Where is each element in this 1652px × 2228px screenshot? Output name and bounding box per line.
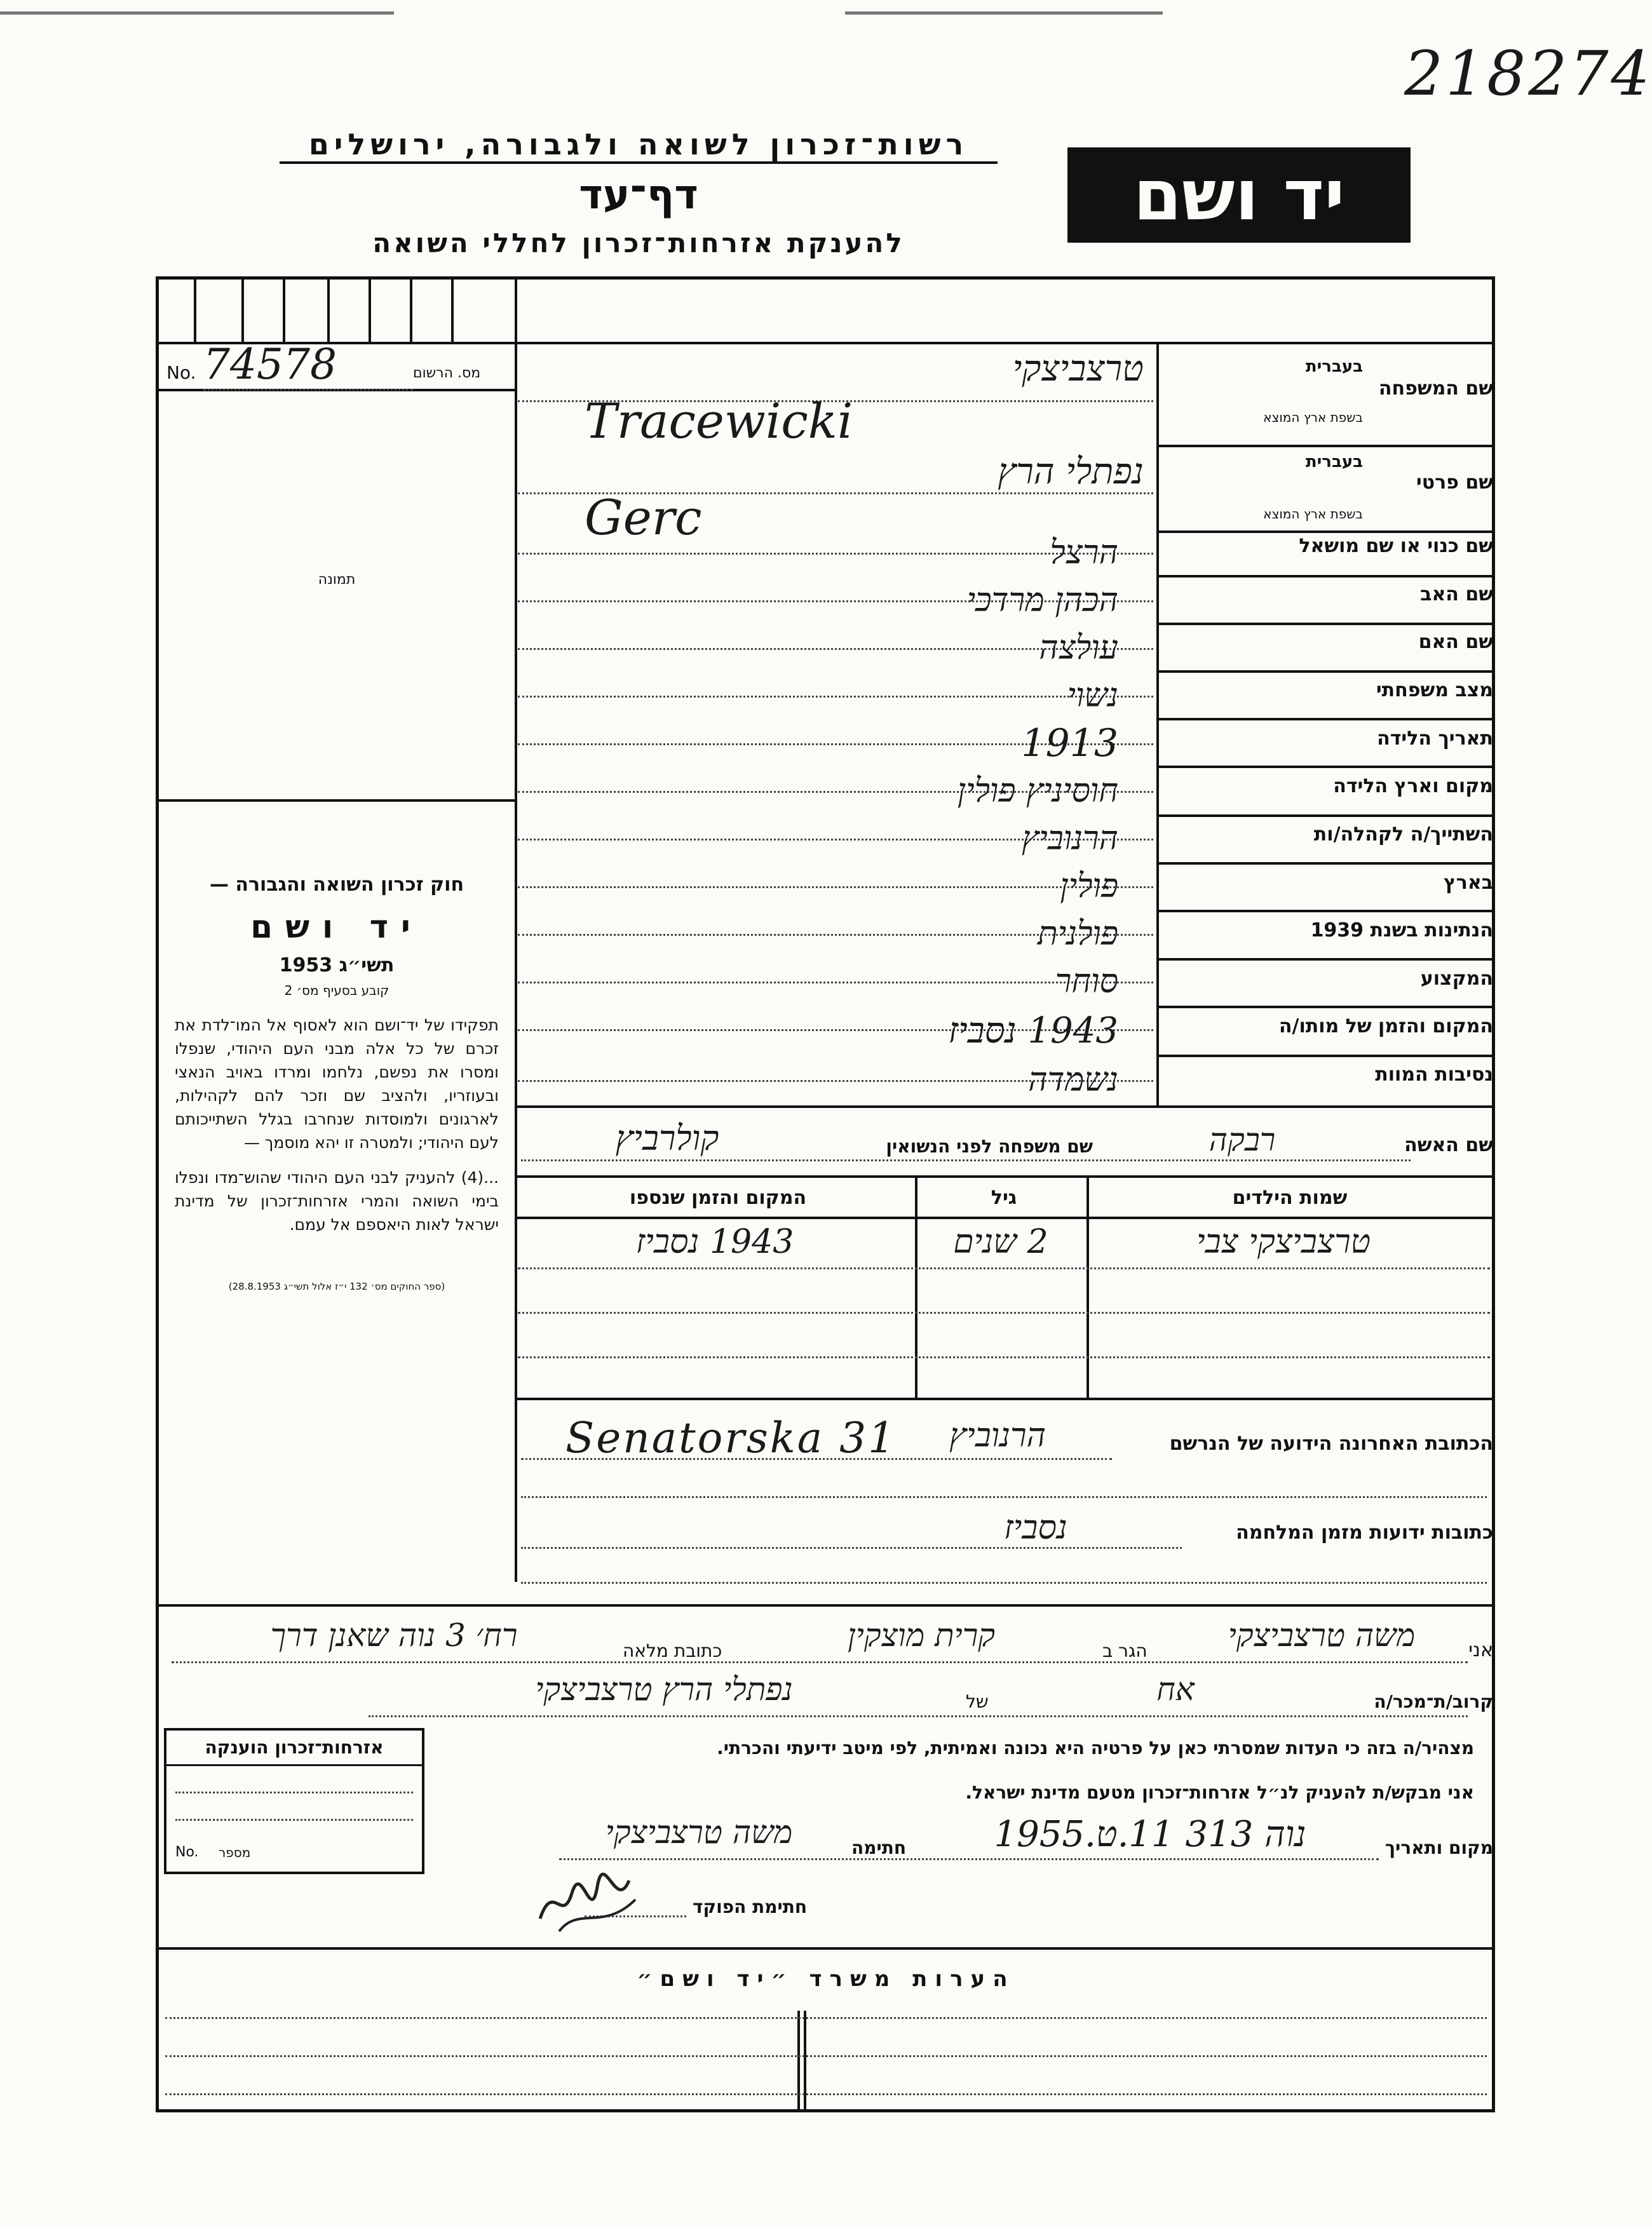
declarant-signature: משה טרצביצקי <box>605 1814 793 1851</box>
wartime-address-value: נסביז <box>1004 1509 1067 1547</box>
country-label: בארץ <box>1443 872 1493 894</box>
firstname-sub-origin: בשפת ארץ המוצא <box>1263 506 1363 522</box>
country-value: פולין <box>1060 867 1118 905</box>
father-value: הכהן מרדכי <box>966 581 1118 619</box>
last-address-label: הכתובת האחרונה הידועה של הנרשם <box>1169 1433 1493 1455</box>
place-date-label: מקום ותאריך <box>1385 1837 1493 1858</box>
address-label: כתובת מלאה <box>623 1640 722 1661</box>
death-place-label: המקום והזמן של מותו/ה <box>1278 1015 1493 1037</box>
wife-label: שם האשה <box>1404 1134 1493 1156</box>
granted-box-no: No. <box>175 1844 199 1860</box>
registration-no-prefix: No. <box>166 362 196 383</box>
place-date-value: נוה 313 11.ט.1955 <box>994 1814 1306 1855</box>
law-name: יד ושם <box>250 908 423 945</box>
birthdate-value: 1913 <box>1021 721 1118 766</box>
authority-title: רשות־זכרון לשואה ולגבורה, ירושלים <box>280 127 998 164</box>
nationality-label: הנתינות בשנת 1939 <box>1310 919 1493 942</box>
child-name: טרצביצקי צבי <box>1196 1223 1371 1261</box>
birthplace-label: מקום וארץ הלידה <box>1333 775 1493 797</box>
yad-vashem-logo: יד ושם <box>1067 147 1411 243</box>
profession-value: סוחר <box>1055 962 1118 1001</box>
surname-sub-origin: בשפת ארץ המוצא <box>1263 410 1363 425</box>
declarant-name: משה טרצביצקי <box>1228 1617 1416 1654</box>
firstname-sub-hebrew: בעברית <box>1305 452 1363 471</box>
photo-label: תמונה <box>318 572 356 588</box>
granted-box-number-label: מספר <box>219 1845 251 1860</box>
birthplace-value: חוסיניץ פולין <box>957 772 1118 810</box>
page-subtitle: להענקת אזרחות־זכרון לחללי השואה <box>372 227 905 259</box>
children-header-age: גיל <box>991 1187 1017 1209</box>
law-clause: קובע בסעיף מס׳ 2 <box>284 983 389 998</box>
children-header-place: המקום והזמן שנספו <box>629 1187 807 1209</box>
law-text-1: תפקידו של יד־ושם הוא לאסוף אל המו־לדת את זכרם של כל אלה מבני העם היהודי, שנפלו ומסרו את נפשם, נלחמו ומרדו באויב הנאצי ובעוזריו, ולהציב שם וזכר להם לקהילות, לארגונים ולמוסדות שנחרבו בגלל השתייכותם לעם היהודי; ולמטרה זו יהא מוסמך — <box>175 1016 499 1152</box>
surname-hebrew-value: טרצביצקי <box>1012 348 1144 389</box>
nickname-label: שם כנוי או שם מושאל <box>1299 535 1493 557</box>
declaration-statement: מצהיר/ה בזה כי העדות שמסרתי כאן על פרטיה היא נכונה ואמיתית, לפי מיטב ידיעתי והכרתי. <box>717 1738 1474 1759</box>
law-text-block <box>175 874 499 1292</box>
law-year: תשי״ג 1953 <box>279 954 395 976</box>
marital-value: נשוי <box>1067 677 1118 715</box>
page-title: דף־עד <box>579 172 698 219</box>
mother-value: עולצה <box>1039 629 1118 667</box>
file-number: 218274 <box>1404 38 1652 109</box>
firstname-latin-value: Gerc <box>585 489 702 546</box>
wartime-address-label: כתובות ידועות מזמן המלחמה <box>1236 1522 1493 1544</box>
nickname-value: הרצל <box>1050 534 1118 572</box>
surname-latin-value: Tracewicki <box>585 393 853 449</box>
community-value: הרנוביץ <box>1021 820 1118 858</box>
firstname-hebrew-value: נפתלי הרץ <box>998 451 1144 492</box>
nationality-value: פולנית <box>1037 915 1118 953</box>
granted-box <box>164 1728 424 1874</box>
of-label: של <box>966 1691 989 1712</box>
firstname-label: שם פרטי <box>1416 471 1493 494</box>
law-title: חוק זכרון השואה והגבורה — <box>209 874 464 896</box>
marital-label: מצב משפחתי <box>1376 679 1493 701</box>
residence-value: קרית מוצקין <box>847 1617 996 1654</box>
residing-label: הגר ב <box>1102 1640 1148 1661</box>
remarks-title: הערות משרד ״יד ושם״ <box>637 1966 1015 1992</box>
child-death-place: 1943 נסביז <box>635 1223 794 1261</box>
death-circumstances-value: נשמדה <box>1028 1061 1118 1099</box>
wife-maiden-label: שם משפחה לפני הנשואין <box>886 1136 1093 1157</box>
law-source: (ספר החוקים מס׳ 132 י״ז אלול תשי״ג 28.8.1953) <box>228 1281 445 1292</box>
surname-label: שם המשפחה <box>1378 377 1493 400</box>
law-text-2: ...(4) להעניק לבני העם היהודי שהוש־מדו ונפלו בימי השואה והמרי אזרחות־זכרון של מדינת ישראל לאות היאספם אל עמם. <box>175 1168 499 1234</box>
signature-label: חתימה <box>851 1837 907 1858</box>
child-age: 2 שנים <box>953 1223 1048 1261</box>
last-address-latin: Senatorska 31 <box>565 1414 897 1462</box>
death-circumstances-label: נסיבות המוות <box>1375 1063 1493 1086</box>
registration-label: מס. הרשום <box>413 365 481 381</box>
wife-value: רבקה <box>1209 1121 1276 1158</box>
relation-label: קרוב/ת־מכר/ה <box>1374 1691 1493 1712</box>
last-address-hebrew: הרנוביץ <box>949 1417 1046 1455</box>
profession-label: המקצוע <box>1420 968 1493 990</box>
surname-sub-hebrew: בעברית <box>1305 357 1363 376</box>
granted-box-title: אזרחות־זכרון הוענקה <box>166 1731 422 1766</box>
children-header-names: שמות הילדים <box>1232 1187 1348 1209</box>
father-label: שם האב <box>1420 583 1493 605</box>
declaration-i-label: אני <box>1468 1639 1493 1661</box>
community-label: השתייך/ה לקהלה/ות <box>1313 823 1493 846</box>
registration-number: 74578 <box>203 340 413 391</box>
relation-value: אח <box>1156 1671 1195 1708</box>
address-value: רח׳ 3 נוה שאנן דרך <box>270 1617 518 1654</box>
declaration-request: אני מבקש/ת להעניק לנ״ל אזרחות־זכרון מטעם מדינת ישראל. <box>965 1782 1474 1803</box>
birthdate-label: תאריך הלידה <box>1377 727 1493 750</box>
officer-signature-label: חתימת הפוקד <box>693 1896 808 1917</box>
officer-signature <box>534 1868 648 1938</box>
death-place-value: 1943 נסביז <box>948 1010 1118 1051</box>
mother-label: שם האם <box>1418 631 1493 653</box>
top-strip <box>159 280 515 343</box>
of-name-value: נפתלי הרץ טרצביצקי <box>535 1671 793 1708</box>
wife-maiden-value: קולרביץ <box>615 1118 719 1158</box>
